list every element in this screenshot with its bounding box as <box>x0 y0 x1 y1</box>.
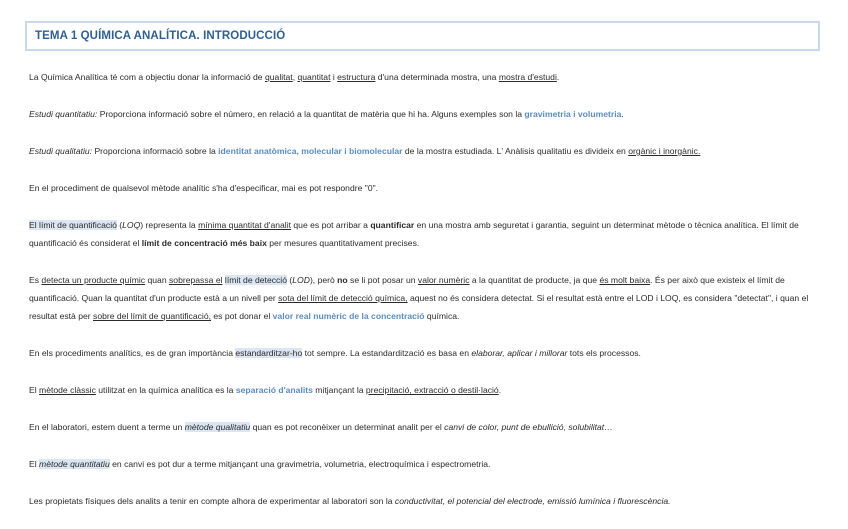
shaded-text: El límit de quantificació <box>29 220 117 230</box>
underlined-text: precipitació, extracció o destil·lació <box>365 385 499 395</box>
underlined-text: és molt baixa <box>599 275 651 285</box>
text: El <box>29 385 40 395</box>
text: de la mostra estudiada. L' Anàlisis qualitatiu es divideix en <box>402 146 629 156</box>
paragraph-quantitative-study <box>29 105 809 123</box>
text: en una mostra amb seguretat i garantia, seguint un determinat mètode o tècnica analítica. El límit de quantificació és considerat el <box>29 220 799 248</box>
italic-text: LOQ <box>122 220 141 230</box>
italic-text: conductivitat, el potencial del electrode, emissió lumínica i fluorescència. <box>394 496 671 506</box>
shaded-text: mètode quantitatiu <box>39 459 110 469</box>
paragraph-objective <box>29 68 809 86</box>
text: aquest no és considera detectat. Si el resultat està entre el LOD i LOQ, es considera "detectat", i quan el resultat està per <box>29 293 809 321</box>
text: ), però <box>309 275 338 285</box>
text: . <box>556 72 560 82</box>
text: . <box>621 109 624 119</box>
paragraph-quantitative-method <box>29 455 809 473</box>
text: i <box>330 72 338 82</box>
text: en canvi es pot dur a terme mitjançant una gravimetria, volumetria, electroquímica i espectrometria. <box>109 459 491 469</box>
underlined-text: sota del límit de detecció química, <box>278 293 408 303</box>
text: ) representa la <box>140 220 199 230</box>
text: En el laboratori, estem duent a terme un <box>29 422 185 432</box>
text: . <box>498 385 502 395</box>
underlined-text: quantitat <box>297 72 331 82</box>
underlined-text: qualitat <box>264 72 293 82</box>
bold-text: límit de concentració més baix <box>141 238 267 248</box>
text: En els procediments analítics, es de gran importància <box>29 348 236 358</box>
paragraph-qualitative-method <box>29 418 809 436</box>
text: se li pot posar un <box>347 275 418 285</box>
underlined-text: orgànic i inorgànic. <box>628 146 701 156</box>
underlined-text: mínima quantitat d'analit <box>198 220 291 230</box>
paragraph-standardization <box>29 344 809 362</box>
page-title: TEMA 1 QUÍMICA ANALÍTICA. INTRODUCCIÓ <box>35 30 286 42</box>
text: quan <box>145 275 169 285</box>
document-body <box>29 68 809 529</box>
text: a la quantitat de producte, ja que <box>469 275 600 285</box>
underlined-text: valor numèric <box>417 275 470 285</box>
italic-text: LOD <box>292 275 310 285</box>
text: Les propietats físiques dels analits a tenir en compte alhora de experimentar al laboratori son la <box>29 496 395 506</box>
text: El <box>29 459 40 469</box>
text: , <box>292 72 298 82</box>
underlined-text: detecta un producte químic <box>41 275 146 285</box>
text: d'una determinada mostra, una <box>375 72 499 82</box>
text: tots els processos. <box>567 348 641 358</box>
bold-text: no <box>337 275 348 285</box>
text: química. <box>424 311 460 321</box>
highlighted-term: separació d'analits <box>235 385 313 395</box>
text: ( <box>116 220 123 230</box>
paragraph-procedure <box>29 179 809 197</box>
paragraph-classic-method <box>29 381 809 399</box>
text: La Química Analítica té com a objectiu donar la informació de <box>29 72 265 82</box>
bold-text: quantificar <box>370 220 415 230</box>
paragraph-qualitative-study <box>29 142 809 160</box>
shaded-text: límit de detecció <box>224 275 288 285</box>
text: utilitzat en la química analítica es la <box>95 385 236 395</box>
italic-text: canvi de color, punt de ebullició, solubilitat… <box>444 422 613 432</box>
shaded-text: estandarditzar-ho <box>235 348 303 358</box>
text: En el procediment de qualsevol mètode analític s'ha d'especificar, mai es pot respondre "0". <box>29 183 379 193</box>
text: Es <box>29 275 42 285</box>
text: mitjançant la <box>312 385 366 395</box>
highlighted-term: identitat anatòmica, molecular i biomolecular <box>218 146 403 156</box>
text: tot sempre. La estandardització es basa en <box>302 348 472 358</box>
underlined-text: mostra d'estudi <box>498 72 557 82</box>
paragraph-physical-properties <box>29 492 809 510</box>
shaded-text: mètode qualitatiu <box>184 422 251 432</box>
underlined-text: mètode clàssic <box>39 385 96 395</box>
text: que es pot arribar a <box>291 220 371 230</box>
underlined-text: sobre del límit de quantificació, <box>93 311 212 321</box>
text: Proporciona informació sobre la <box>92 146 219 156</box>
text: . És per això que existeix el límit de quantificació. Quan la quantitat d'un producte està a un nivell per <box>29 275 785 303</box>
underlined-text: estructura <box>337 72 376 82</box>
highlighted-term: valor real numèric de la concentració <box>272 311 425 321</box>
text: quan es pot reconèixer un determinat analit per el <box>250 422 445 432</box>
paragraph-loq <box>29 216 809 252</box>
text: ( <box>287 275 293 285</box>
paragraph-lod <box>29 271 809 325</box>
title-box <box>25 21 820 51</box>
text: per mesures quantitativament precises. <box>266 238 420 248</box>
underlined-text: sobrepassa el <box>169 275 223 285</box>
italic-text: elaborar, aplicar i millorar <box>471 348 568 358</box>
italic-text: Estudi qualitatiu: <box>29 146 93 156</box>
italic-text: Estudi quantitatiu: <box>29 109 98 119</box>
text: Proporciona informació sobre el número, en relació a la quantitat de matèria que hi ha. Alguns exemples son la <box>97 109 525 119</box>
text: es pot donar el <box>211 311 273 321</box>
highlighted-term: gravimetria i volumetria <box>524 109 622 119</box>
